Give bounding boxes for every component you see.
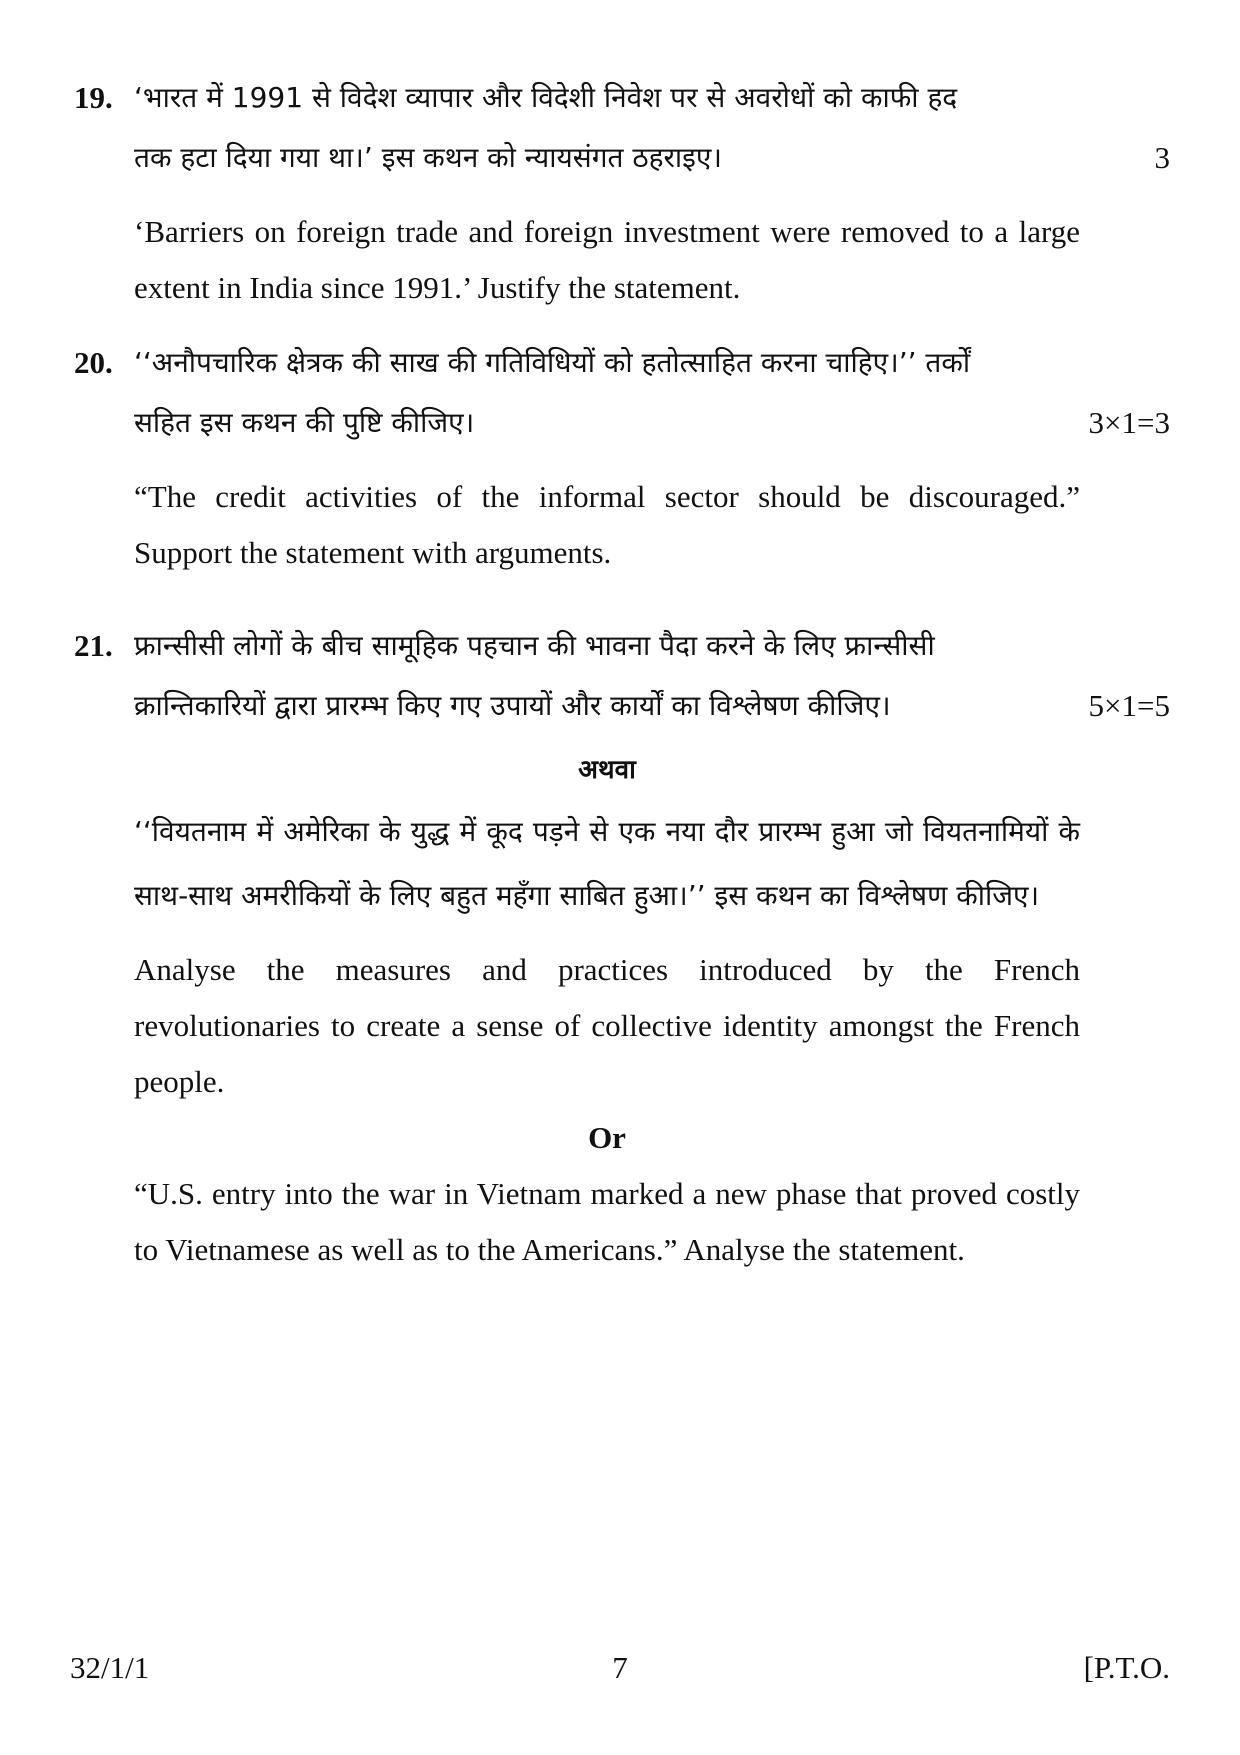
question-number: 21. — [74, 628, 113, 663]
marks-label: 5×1=5 — [1088, 688, 1170, 723]
question-hindi-line: तक हटा दिया गया था।’ इस कथन को न्यायसंगत ठहराइए। — [134, 141, 723, 174]
question-english-text: Analyse the measures and practices introduced by the French revolutionaries to create a sense of collective identity amongst the French people. — [134, 952, 1080, 1099]
question-hindi-line: क्रान्तिकारियों द्वारा प्रारम्भ किए गए उपायों और कार्यों का विश्लेषण कीजिए। — [134, 689, 891, 722]
or-label-hindi: अथवा — [578, 755, 636, 785]
question-hindi-line: ‘भारत में 1991 से विदेश व्यापार और विदेशी निवेश पर से अवरोधों को काफी हद — [134, 81, 958, 114]
question-hindi-line: फ्रान्सीसी लोगों के बीच सामूहिक पहचान की भावना पैदा करने के लिए फ्रान्सीसी — [134, 629, 935, 662]
alternative-question-english: “U.S. entry into the war in Vietnam marked a new phase that proved costly to Vietnamese as well as to the Americans.” Analyse the statement. — [134, 1176, 1080, 1267]
or-label-english: Or — [588, 1120, 626, 1155]
question-hindi-line: ‘‘अनौपचारिक क्षेत्रक की साख की गतिविधियों को हतोत्साहित करना चाहिए।’’ तर्कों — [134, 346, 971, 379]
question-number: 19. — [74, 80, 113, 115]
footer-page-number: 7 — [612, 1650, 628, 1685]
marks-label: 3×1=3 — [1088, 405, 1170, 440]
question-hindi-line: सहित इस कथन की पुष्टि कीजिए। — [134, 406, 475, 439]
marks-label: 3 — [1154, 140, 1170, 175]
question-number: 20. — [74, 345, 113, 380]
question-english-text: “The credit activities of the informal sector should be discouraged.” Support the statement with arguments. — [134, 479, 1080, 570]
footer-pto: [P.T.O. — [1083, 1650, 1170, 1685]
footer-code: 32/1/1 — [70, 1650, 150, 1685]
question-english-text: ‘Barriers on foreign trade and foreign investment were removed to a large extent in India since 1991.’ Justify the statement. — [134, 214, 1080, 305]
alternative-question-hindi: ‘‘वियतनाम में अमेरिका के युद्ध में कूद पड़ने से एक नया दौर प्रारम्भ हुआ जो वियतनामियों के साथ-साथ अमरीकियों के लिए बहुत महँगा साबित हुआ।’’ इस कथन का विश्लेषण कीजिए। — [134, 815, 1080, 912]
